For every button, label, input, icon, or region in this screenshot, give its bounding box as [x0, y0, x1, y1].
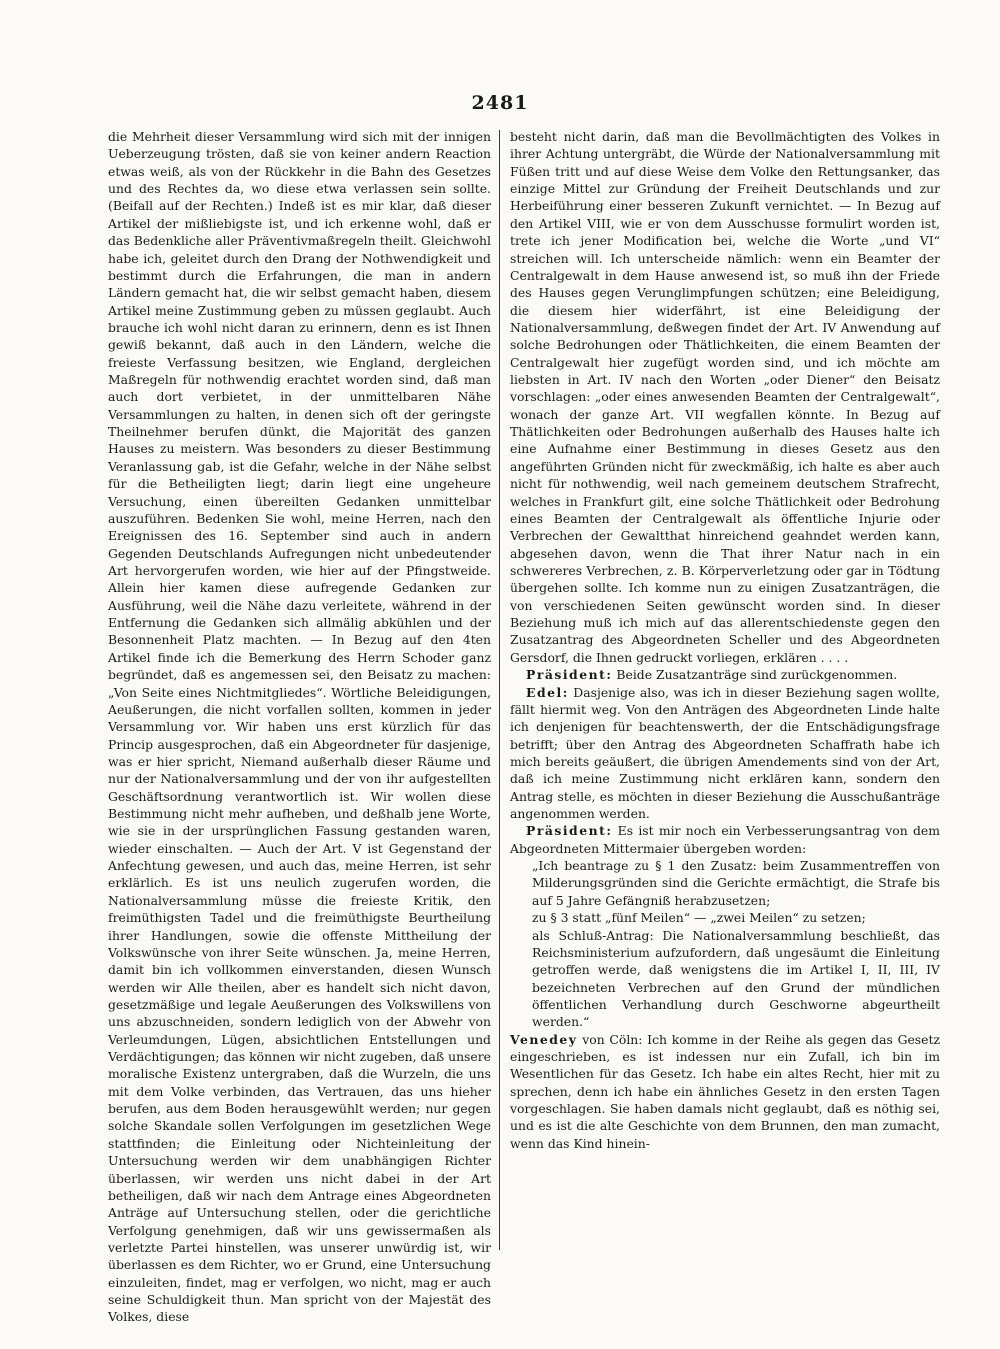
speech-continuation: besteht nicht darin, daß man die Bevollmächtigten des Volkes in ihrer Achtung untergräbt, die Würde der Nationalversammlung mit Füßen tritt und auf diese Weise dem Volke den Rettungsanker, das einzige Mittel zur Gründung der Freiheit Deutschlands und zur Herbeiführung einer besseren Zukunft vernichtet. — In Bezug auf den Artikel VIII, wie er von dem Ausschusse formulirt worden ist, trete ich jener Modification bei, welche die Worte „und VI“ streichen will. Ich unterscheide nämlich: wenn ein Beamter der Centralgewalt in dem Hause anwesend ist, so muß ihn der Friede des Hauses gegen Verunglimpfungen schützen; eine Beleidigung, die diesem hier widerfährt, ist eine Beleidigung der Nationalversammlung, deßwegen findet der Art. IV Anwendung auf solche Bedrohungen oder Thätlichkeiten, die einem Beamten der Centralgewalt hier zugefügt worden sind, und ich möchte am liebsten in Art. IV nach den Worten „oder Diener“ den Beisatz vorschlagen: „oder eines anwesenden Beamten der Centralgewalt“, wonach der ganze Art. VII wegfallen könnte. In Bezug auf Thätlichkeiten oder Bedrohungen außerhalb des Hauses halte ich eine Aufnahme einer Bestimmung in dieses Gesetz aus den angeführten Gründen nicht für zweckmäßig, ich halte es aber auch nicht für nothwendig, weil nach gemeinem deutschem Strafrecht, welches in Frankfurt gilt, eine solche Thätlichkeit oder Bedrohung eines Beamten der Centralgewalt als öffentliche Injurie oder Verbrechen der Gewaltthat hinreichend geahndet werden kann, abgesehen davon, wenn die That ihrer Natur nach in ein schwereres Verbrechen, z. B. Körperverletzung oder gar in Tödtung übergehen sollte. Ich komme nun zu einigen Zusatzanträgen, die von verschiedenen Seiten gewünscht worden sind. In dieser Beziehung muß ich mich auf das allerentschiedenste gegen den Zusatzantrag des Abgeordneten Scheller und des Abgeordneten Gersdorf, die Ihnen gedruckt vorliegen, erklären . . . .: [510, 129, 940, 665]
speaker-name: Venedey: [510, 1031, 578, 1047]
edel-speech: [510, 684, 940, 823]
speaker-name: Edel:: [526, 684, 569, 700]
speech-text: Dasjenige also, was ich in dieser Beziehung sagen wollte, fällt hiermit weg. Von den Anträgen des Abgeordneten Linde halte ich denjenigen für beachtenswerth, der die Entschädigungsfrage betrifft; über den Antrag des Abgeordneten Schaffrath habe ich mich bereits geäußert, die übrigen Amendements sind von der Art, daß ich meine Zustimmung nicht erklären kann, sondern den Antrag stelle, es möchten in dieser Beziehung die Ausschußanträge angenommen werden.: [510, 684, 940, 822]
motion-quote: als Schluß-Antrag: Die Nationalversammlung beschließt, das Reichsministerium aufzufordern, daß ungesäumt die Einleitung getroffen werde, daß wenigstens die im Artikel I, II, III, IV bezeichneten Verbrechen auf den Grund der mündlichen öffentlichen Verhandlung durch Geschworne abgeurtheilt werden.“: [532, 927, 940, 1030]
motion-quote: „Ich beantrage zu § 1 den Zusatz: beim Zusammentreffen von Milderungsgründen sind die Gerichte ermächtigt, die Strafe bis auf 5 Jahre Gefängniß herabzusetzen;: [532, 858, 940, 908]
speaker-name: Präsident:: [526, 667, 613, 683]
column-divider: [499, 130, 500, 1250]
president-announcement: [510, 822, 940, 857]
venedey-speech: [510, 1031, 940, 1153]
motion-quote: zu § 3 statt „fünf Meilen“ — „zwei Meilen“ zu setzen;: [532, 910, 866, 926]
left-column-text: die Mehrheit dieser Versammlung wird sich mit der innigen Ueberzeugung trösten, daß sie von keiner andern Reaction etwas weiß, als von der Rückkehr in die Bahn des Gesetzes und des Rechtes da, wo diese etwa verlassen sein sollte. (Beifall auf der Rechten.) Indeß ist es mir klar, daß dieser Artikel der mißliebigste ist, und ich erkenne wohl, daß er das Bedenkliche aller Präventivmaßregeln theilt. Gleichwohl habe ich, geleitet durch den Drang der Nothwendigkeit und bestimmt durch die Erfahrungen, die man in andern Ländern gemacht hat, die wir selbst gemacht haben, diesem Artikel meine Zustimmung geben zu müssen geglaubt. Auch brauche ich wohl nicht daran zu erinnern, denn es ist Ihnen gewiß bekannt, daß auch in den Ländern, welche die freieste Verfassung besitzen, wie England, dergleichen Maßregeln für nothwendig erachtet worden sind, daß man auch dort verbietet, in der unmittelbaren Nähe Versammlungen zu halten, in denen sich oft der geringste Theilnehmer berufen dünkt, die Majorität des ganzen Hauses zu meistern. Was besonders zu dieser Bestimmung Veranlassung gab, ist die Gefahr, welche in der Nähe selbst für die Betheiligten liegt; darin liegt eine ungeheure Versuchung, einen übereilten Gedanken unmittelbar auszuführen. Bedenken Sie wohl, meine Herren, nach den Ereignissen des 16. September sind auch in andern Gegenden Deutschlands Aufregungen nicht unbedeutender Art hervorgerufen worden, wie hier auf der Pfingstweide. Allein hier kamen diese aufregende Gedanken zur Ausführung, weil die Nähe dazu verleitete, während in der Entfernung die Gedanken sich allmälig abkühlen und der Besonnenheit Platz machten. — In Bezug auf den 4ten Artikel finde ich die Bemerkung des Herrn Schoder ganz begründet, daß es angemessen sei, den Beisatz zu machen: „Von Seite eines Nichtmitgliedes“. Wörtliche Beleidigungen, Aeußerungen, die nicht vorfallen sollten, kommen in jeder Versammlung vor. Wir haben uns erst kürzlich für das Princip ausgesprochen, daß ein Abgeordneter für dasjenige, was er hier spricht, Niemand außerhalb dieser Räume und nur der Nationalversammlung und der von ihr aufgestellten Geschäftsordnung verantwortlich ist. Wir wollen diese Bestimmung nicht mehr aufheben, und deßhalb jene Worte, wie sie in der ursprünglichen Fassung gestanden waren, wieder einschalten. — Auch der Art. V ist Gegenstand der Anfechtung gewesen, und auch das, meine Herren, ist sehr erklärlich. Es ist uns neulich zugerufen worden, die Nationalversammlung müsse die freieste Kritik, den freimüthigsten Tadel und die freimüthigste Beurtheilung ihrer Handlungen, sowie die offenste Mittheilung der Volkswünsche von ihrer Seite wünschen. Ja, meine Herren, damit bin ich vollkommen einverstanden, diesen Wunsch werden wir Alle theilen, aber es handelt sich nicht davon, gesetzmäßige und legale Aeußerungen des Volkswillens von uns abzuschneiden, sondern lediglich von der Abwehr von Verleumdungen, Lügen, absichtlichen Entstellungen und Verdächtigungen; das können wir nicht zugeben, daß unsere moralische Existenz untergraben, daß die Wurzeln, die uns mit dem Volke verbinden, das Vertrauen, das uns hieher berufen, aus dem Boden herausgewühlt werden; nur gegen solche Skandale sollen Verfolgungen im gesetzlichen Wege stattfinden; die Einleitung oder Nichteinleitung der Untersuchung werden wir dem unabhängigen Richter überlassen, wir werden uns nicht dabei in der Art betheiligen, daß wir nach dem Antrage eines Abgeordneten Anträge auf Untersuchung stellen, oder die gerichtliche Verfolgung genehmigen, daß wir uns gewissermaßen als verletzte Partei hinstellen, was unserer unwürdig ist, wir überlassen es dem Richter, wo er Grund, eine Untersuchung einzuleiten, findet, mag er verfolgen, wo nicht, mag er auch seine Schuldigkeit thun. Man spricht von der Majestät des Volkes, diese: [108, 129, 491, 1325]
right-column: [510, 128, 940, 1152]
page-number: 2481: [471, 92, 529, 114]
president-remark: [510, 666, 940, 683]
speech-text: Beide Zusatzanträge sind zurückgenommen.: [616, 667, 898, 683]
speech-text: von Cöln: Ich komme in der Reihe als gegen das Gesetz eingeschrieben, es ist indessen nur ein Zufall, ich bin im Wesentlichen für das Gesetz. Ich habe ein altes Recht, hier mit zu sprechen, denn ich habe ein ähnliches Gesetz in den ersten Tagen vorgeschlagen. Sie haben damals nicht geglaubt, daß es nöthig sei, und es ist die alte Geschichte von dem Brunnen, den man zumacht, wenn das Kind hinein-: [510, 1031, 940, 1151]
speaker-name: Präsident:: [526, 823, 613, 839]
left-column: [108, 128, 491, 1326]
speech-text: Es ist mir noch ein Verbesserungsantrag von dem Abgeordneten Mittermaier übergeben worden:: [510, 823, 940, 856]
